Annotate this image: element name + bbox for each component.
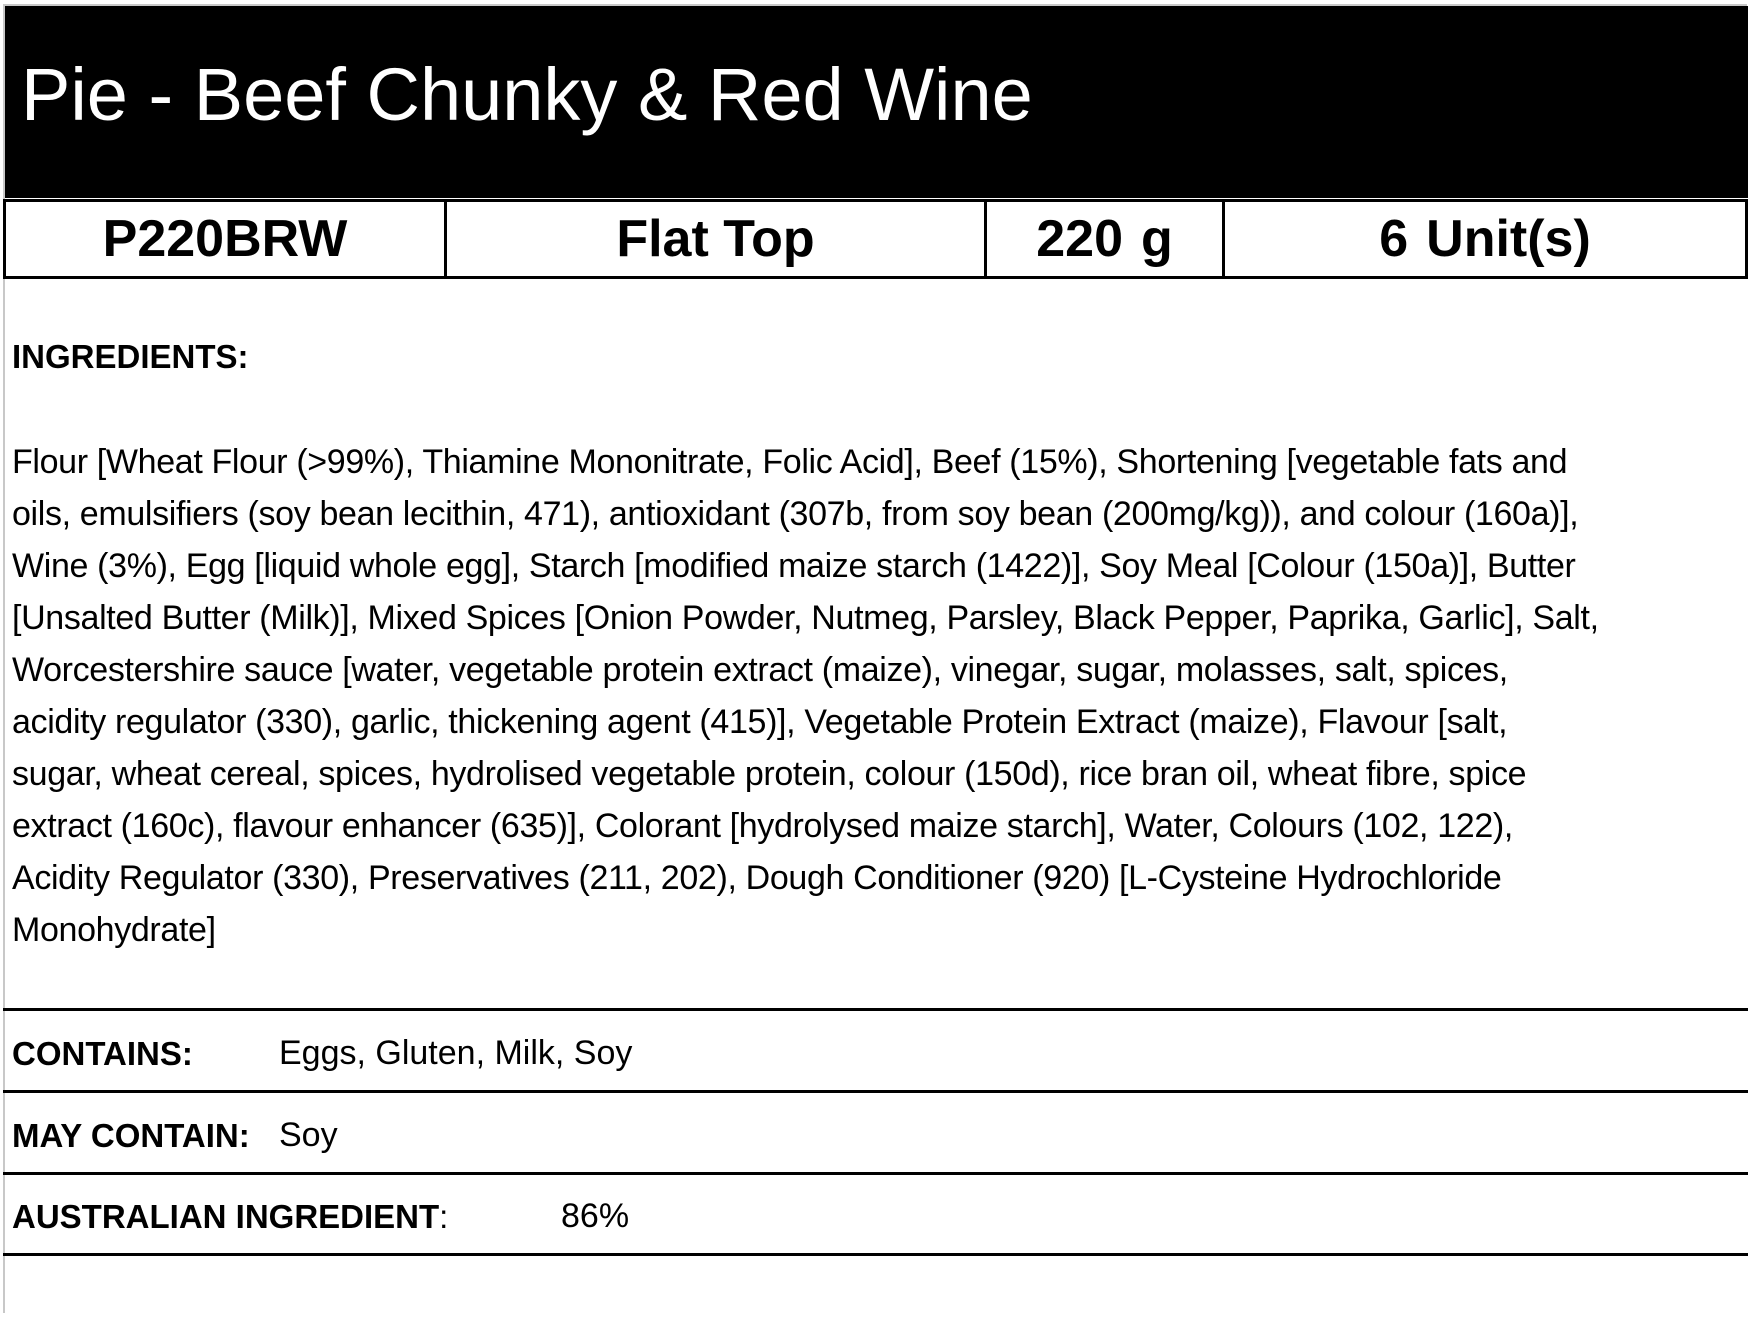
australian-ingredient-value: 86% — [561, 1197, 630, 1235]
product-weight — [987, 202, 1225, 276]
contains-value: Eggs, Gluten, Milk, Soy — [279, 1034, 633, 1072]
pack-quantity — [1225, 202, 1745, 276]
ingredients-line: extract (160c), flavour enhancer (635)], Colorant [hydrolysed maize starch], Water, Colours (102, 122), — [12, 807, 1513, 845]
may-contain-value: Soy — [279, 1116, 338, 1154]
product-style — [447, 202, 987, 276]
weight-value: 220 — [1036, 210, 1123, 268]
weight-unit: g — [1141, 210, 1173, 268]
ingredients-line: acidity regulator (330), garlic, thickening agent (415)], Vegetable Protein Extract (maize), Flavour [salt, — [12, 703, 1508, 741]
ingredients-text — [12, 436, 1748, 956]
divider — [3, 1090, 1748, 1093]
product-spec-row — [3, 199, 1748, 279]
contains-label: CONTAINS: — [12, 1035, 193, 1072]
ingredients-line: Acidity Regulator (330), Preservatives (211, 202), Dough Conditioner (920) [L-Cysteine Hydrochloride — [12, 859, 1502, 897]
australian-ingredient-label — [12, 1200, 448, 1233]
ingredients-heading: INGREDIENTS: — [12, 338, 249, 375]
product-style-text: Flat Top — [616, 210, 815, 268]
ingredients-line: [Unsalted Butter (Milk)], Mixed Spices [Onion Powder, Nutmeg, Parsley, Black Pepper, Paprika, Garlic], Salt, — [12, 599, 1599, 637]
may-contain-label: MAY CONTAIN: — [12, 1117, 250, 1154]
divider — [3, 1172, 1748, 1175]
pack-value: 6 — [1379, 210, 1409, 268]
product-code — [6, 202, 447, 276]
title-bar — [5, 6, 1748, 198]
ingredients-line: oils, emulsifiers (soy bean lecithin, 471), antioxidant (307b, from soy bean (200mg/kg)), and colour (160a)], — [12, 495, 1579, 533]
divider — [3, 1253, 1748, 1256]
ingredients-line: sugar, wheat cereal, spices, hydrolised vegetable protein, colour (150d), rice bran oil, wheat fibre, spice — [12, 755, 1527, 793]
australian-ingredient-colon: : — [439, 1198, 449, 1235]
pack-unit: Unit(s) — [1426, 210, 1591, 268]
ingredients-line: Worcestershire sauce [water, vegetable protein extract (maize), vinegar, sugar, molasses, salt, spices, — [12, 651, 1508, 689]
australian-ingredient-label-text: AUSTRALIAN INGREDIENT — [12, 1198, 440, 1235]
ingredients-line: Flour [Wheat Flour (>99%), Thiamine Mononitrate, Folic Acid], Beef (15%), Shortening [vegetable fats and — [12, 443, 1568, 481]
product-code-text: P220BRW — [102, 210, 348, 268]
divider — [3, 1008, 1748, 1011]
ingredients-line: Monohydrate] — [12, 911, 216, 949]
ingredients-line: Wine (3%), Egg [liquid whole egg], Starch [modified maize starch (1422)], Soy Meal [Colour (150a)], Butter — [12, 547, 1576, 585]
product-title: Pie - Beef Chunky & Red Wine — [21, 53, 1033, 136]
